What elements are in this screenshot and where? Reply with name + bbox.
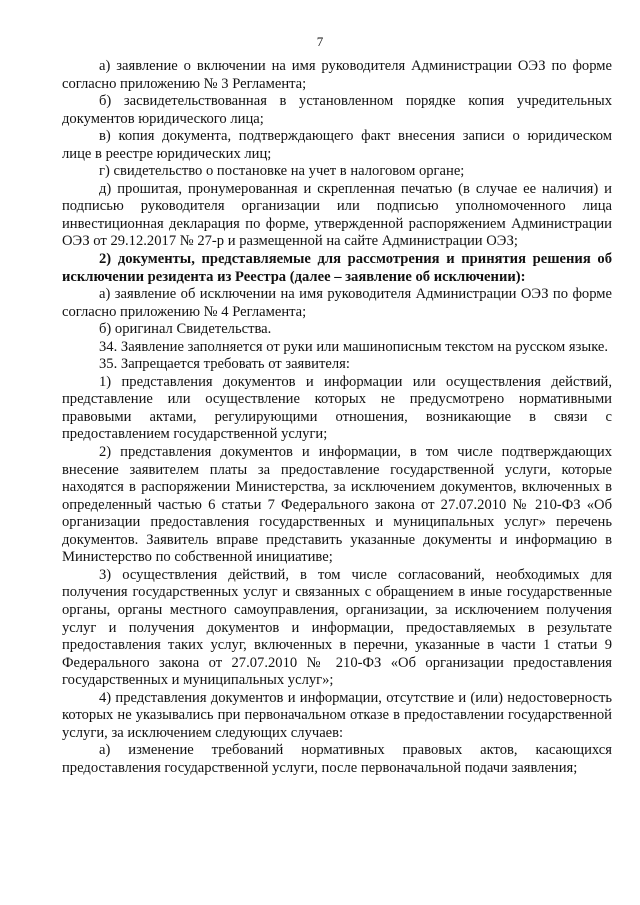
paragraph: 3) осуществления действий, в том числе согласований, необходимых для получения государственных услуг и связанных с обращением в иные государственные органы, органы местного самоуправления, организации, за исключением получения услуг и получения документов и информации, предоставляемых в результате предоставления таких услуг, включенных в перечни, указанные в части 1 статьи 9 Федерального закона от 27.07.2010 № 210-ФЗ «Об организации предоставления государственных и муниципальных услуг»; — [62, 566, 612, 689]
paragraph: 35. Запрещается требовать от заявителя: — [99, 356, 350, 373]
paragraph: б) засвидетельствованная в установленном порядке копия учредительных документов юридического лица; — [62, 93, 612, 127]
paragraph: а) изменение требований нормативных правовых актов, касающихся предоставления государственной услуги, после первоначальной подачи заявления; — [62, 742, 612, 776]
paragraph: б) оригинал Свидетельства. — [99, 321, 272, 338]
document-body — [62, 58, 612, 777]
paragraph: 34. Заявление заполняется от руки или машинописным текстом на русском языке. — [99, 338, 609, 355]
page-number: 7 — [316, 34, 324, 49]
paragraph: 4) представления документов и информации, отсутствие и (или) недостоверность которых не указывались при первоначальном отказе в предоставлении государственной услуги, за исключением следующих случаев: — [62, 689, 612, 741]
paragraph: а) заявление об исключении на имя руководителя Администрации ОЭЗ по форме согласно приложению № 4 Регламента; — [62, 286, 612, 320]
paragraph: 1) представления документов и информации или осуществления действий, представление или осуществление которых не предусмотрено нормативными правовыми актами, регулирующими отношения, возникающие в связи с предоставлением государственной услуги; — [62, 373, 612, 443]
section-heading: 2) документы, представляемые для рассмотрения и принятия решения об исключении резидента из Реестра (далее – заявление об исключении): — [62, 251, 612, 285]
paragraph: д) прошитая, пронумерованная и скрепленная печатью (в случае ее наличия) и подписью руководителя организации или подписью уполномоченного лица инвестиционная декларация по форме, утвержденной распоряжением Администрации ОЭЗ от 29.12.2017 № 27-р и размещенной на сайте Администрации ОЭЗ; — [62, 180, 612, 250]
paragraph: г) свидетельство о постановке на учет в налоговом органе; — [99, 163, 465, 180]
paragraph: 2) представления документов и информации, в том числе подтверждающих внесение заявителем платы за предоставление государственной услуги, которые находятся в распоряжении Министерства, за исключением документов, включенных в определенный частью 6 статьи 7 Федерального закона от 27.07.2010 № 210-ФЗ «Об организации предоставления государственных и муниципальных услуг» перечень документов. Заявитель вправе представить указанные документы и информацию в Министерство по собственной инициативе; — [62, 444, 612, 566]
paragraph: а) заявление о включении на имя руководителя Администрации ОЭЗ по форме согласно приложению № 3 Регламента; — [62, 58, 612, 92]
paragraph: в) копия документа, подтверждающего факт внесения записи о юридическом лице в реестре юридических лиц; — [62, 128, 612, 162]
